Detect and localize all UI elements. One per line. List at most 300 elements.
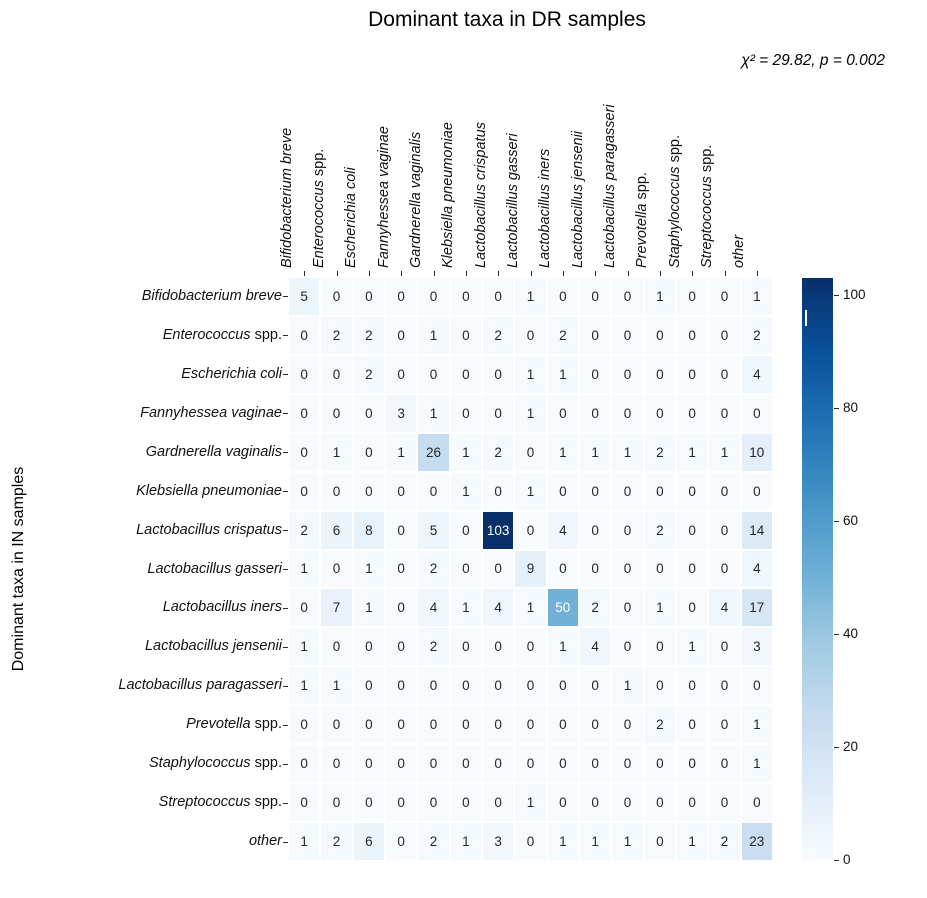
heatmap-cell: 2: [645, 434, 675, 471]
y-tick-label: Gardnerella vaginalis: [145, 443, 282, 460]
heatmap-cell: 0: [321, 278, 351, 315]
heatmap-cell: 0: [612, 706, 642, 743]
heatmap-cell: 0: [548, 745, 578, 782]
heatmap-cell: 0: [709, 628, 739, 665]
heatmap-cell: 0: [386, 356, 416, 393]
heatmap-cell: 0: [354, 434, 384, 471]
y-tick: [283, 842, 288, 843]
heatmap-cell: 0: [742, 473, 772, 510]
heatmap-cell: 0: [612, 356, 642, 393]
heatmap-cell: 1: [515, 395, 545, 432]
heatmap-cell: 0: [515, 667, 545, 704]
heatmap-cell: 3: [742, 628, 772, 665]
chi-square-annotation: χ² = 29.82, p = 0.002: [741, 52, 885, 69]
heatmap-cell: 0: [709, 512, 739, 549]
x-tick-label: Gardnerella vaginalis: [408, 131, 424, 268]
heatmap-cell: 0: [645, 745, 675, 782]
heatmap-cell: 4: [418, 589, 448, 626]
heatmap-cell: 0: [709, 784, 739, 821]
heatmap-cell: 1: [451, 589, 481, 626]
heatmap-cell: 1: [742, 706, 772, 743]
heatmap-cell: 0: [451, 706, 481, 743]
heatmap-cell: 0: [386, 745, 416, 782]
y-tick-label: Lactobacillus gasseri: [147, 560, 282, 577]
heatmap-cell: 0: [386, 473, 416, 510]
heatmap-cell: 1: [645, 278, 675, 315]
heatmap-cell: 0: [483, 706, 513, 743]
heatmap-cell: 0: [548, 473, 578, 510]
heatmap-cell: 0: [709, 395, 739, 432]
heatmap-cell: 0: [386, 317, 416, 354]
heatmap-cell: 1: [677, 434, 707, 471]
y-tick-label: Escherichia coli: [181, 365, 282, 382]
heatmap-cell: 0: [709, 473, 739, 510]
y-tick: [283, 335, 288, 336]
heatmap-cell: 2: [289, 512, 319, 549]
heatmap-cell: 0: [580, 356, 610, 393]
heatmap-cell: 6: [354, 823, 384, 860]
heatmap-cell: 0: [580, 512, 610, 549]
heatmap-cell: 1: [515, 278, 545, 315]
x-tick: [595, 271, 596, 276]
heatmap-cell: 1: [580, 434, 610, 471]
heatmap-cell: 0: [321, 784, 351, 821]
heatmap-cell: 0: [612, 278, 642, 315]
heatmap-cell: 2: [742, 317, 772, 354]
heatmap-cell: 0: [289, 784, 319, 821]
colorbar-tick-label: 60: [843, 513, 859, 528]
heatmap-cell: 0: [612, 784, 642, 821]
y-tick: [283, 608, 288, 609]
heatmap-cell: 3: [386, 395, 416, 432]
chart-title: Dominant taxa in DR samples: [368, 8, 646, 31]
x-tick: [757, 271, 758, 276]
heatmap-cell: 0: [321, 706, 351, 743]
heatmap-cell: 0: [645, 667, 675, 704]
heatmap-cell: 0: [515, 512, 545, 549]
x-tick-label: Lactobacillus gasseri: [505, 133, 521, 268]
x-tick-label: Lactobacillus iners: [537, 148, 554, 268]
heatmap-cell: 1: [451, 473, 481, 510]
heatmap-cell: 4: [709, 589, 739, 626]
heatmap-cell: 0: [289, 395, 319, 432]
heatmap-cell: 0: [580, 395, 610, 432]
heatmap-cell: 103: [483, 512, 513, 549]
y-tick-label: Lactobacillus crispatus: [136, 521, 282, 538]
heatmap-cell: 0: [515, 823, 545, 860]
heatmap-cell: 0: [580, 278, 610, 315]
x-tick-label: Staphylococcus spp.: [666, 135, 683, 268]
x-tick-label: Lactobacillus paragasseri: [602, 104, 618, 268]
heatmap-cell: 0: [645, 473, 675, 510]
colorbar-tick-label: 0: [843, 852, 851, 867]
heatmap-cell: 0: [742, 667, 772, 704]
heatmap-cell: 0: [386, 278, 416, 315]
heatmap-cell: 5: [289, 278, 319, 315]
heatmap-cell: 0: [548, 278, 578, 315]
heatmap-cell: 2: [354, 317, 384, 354]
heatmap-cell: 0: [321, 473, 351, 510]
heatmap-cell: 0: [612, 395, 642, 432]
colorbar-marker: [805, 310, 807, 326]
heatmap-cell: 1: [354, 589, 384, 626]
heatmap-cell: 2: [483, 434, 513, 471]
heatmap-cell: 0: [580, 317, 610, 354]
y-tick: [283, 725, 288, 726]
heatmap-cell: 1: [418, 317, 448, 354]
heatmap-cell: 0: [451, 317, 481, 354]
heatmap-cell: 0: [548, 551, 578, 588]
heatmap-cell: 2: [321, 823, 351, 860]
heatmap-cell: 1: [709, 434, 739, 471]
heatmap-cell: 0: [289, 706, 319, 743]
heatmap-cell: 0: [580, 667, 610, 704]
heatmap-cell: 0: [580, 551, 610, 588]
heatmap-cell: 1: [515, 589, 545, 626]
heatmap-cell: 1: [677, 628, 707, 665]
heatmap-cell: 0: [677, 395, 707, 432]
y-axis-label: Dominant taxa in IN samples: [10, 466, 27, 672]
y-tick: [283, 686, 288, 687]
heatmap-cell: 0: [354, 473, 384, 510]
heatmap-cell: 0: [709, 278, 739, 315]
heatmap-cell: 0: [386, 628, 416, 665]
heatmap-cell: 0: [709, 551, 739, 588]
heatmap-cell: 1: [289, 628, 319, 665]
heatmap-cell: 0: [515, 628, 545, 665]
heatmap-cell: 0: [386, 512, 416, 549]
heatmap-cell: 0: [321, 745, 351, 782]
x-tick-label: Escherichia coli: [343, 167, 360, 268]
heatmap-cell: 1: [580, 823, 610, 860]
heatmap-cell: 0: [515, 706, 545, 743]
heatmap-cell: 0: [418, 706, 448, 743]
heatmap-cell: 0: [645, 823, 675, 860]
y-tick-label: Prevotella spp.: [186, 716, 282, 733]
heatmap-cell: 0: [515, 434, 545, 471]
heatmap-cell: 9: [515, 551, 545, 588]
heatmap-cell: 0: [548, 395, 578, 432]
y-tick-label: Lactobacillus iners: [162, 599, 282, 616]
heatmap-cell: 0: [483, 278, 513, 315]
y-tick: [283, 569, 288, 570]
heatmap-cell: 1: [354, 551, 384, 588]
heatmap-cell: 0: [321, 356, 351, 393]
heatmap-cell: 0: [709, 667, 739, 704]
heatmap-cell: 0: [580, 745, 610, 782]
heatmap-cell: 1: [451, 434, 481, 471]
heatmap-cell: 0: [483, 395, 513, 432]
heatmap-cell: 0: [548, 706, 578, 743]
x-tick-label: Bifidobacterium breve: [278, 127, 295, 268]
heatmap-cell: 1: [742, 278, 772, 315]
heatmap-cell: 0: [483, 628, 513, 665]
x-tick-label: Enterococcus spp.: [311, 148, 327, 268]
x-tick: [369, 271, 370, 276]
heatmap-cell: 0: [612, 317, 642, 354]
y-tick: [283, 764, 288, 765]
heatmap-cell: 5: [418, 512, 448, 549]
colorbar-tick: [834, 860, 839, 861]
heatmap-cell: 0: [451, 356, 481, 393]
heatmap-cell: 0: [612, 551, 642, 588]
x-tick: [531, 271, 532, 276]
heatmap-cell: 2: [354, 356, 384, 393]
heatmap-cell: 7: [321, 589, 351, 626]
x-tick-label: Fannyhessea vaginae: [375, 126, 392, 268]
heatmap-cell: 1: [612, 823, 642, 860]
colorbar-tick-label: 40: [843, 626, 859, 641]
heatmap-cell: 0: [612, 512, 642, 549]
x-tick-label: Lactobacillus jensenii: [569, 130, 586, 268]
heatmap-cell: 17: [742, 589, 772, 626]
heatmap-cell: 0: [645, 395, 675, 432]
y-tick: [283, 530, 288, 531]
heatmap-cell: 0: [354, 706, 384, 743]
heatmap-cell: 0: [580, 706, 610, 743]
heatmap-cell: 1: [321, 434, 351, 471]
heatmap-cell: 0: [451, 278, 481, 315]
heatmap-cell: 0: [418, 473, 448, 510]
x-tick: [466, 271, 467, 276]
heatmap-cell: 0: [645, 356, 675, 393]
heatmap-cell: 1: [289, 551, 319, 588]
heatmap-cell: 1: [548, 434, 578, 471]
colorbar-tick-label: 100: [843, 287, 866, 302]
heatmap-cell: 1: [451, 823, 481, 860]
heatmap-cell: 1: [321, 667, 351, 704]
heatmap-cell: 2: [645, 706, 675, 743]
heatmap-cell: 0: [677, 356, 707, 393]
heatmap-cell: 0: [645, 784, 675, 821]
heatmap-cell: 0: [742, 395, 772, 432]
heatmap-cell: 0: [321, 395, 351, 432]
heatmap-cell: 2: [418, 823, 448, 860]
heatmap-cell: 4: [548, 512, 578, 549]
heatmap-cell: 0: [354, 395, 384, 432]
heatmap-cell: 23: [742, 823, 772, 860]
heatmap-cell: 2: [418, 628, 448, 665]
y-tick-label: Bifidobacterium breve: [141, 287, 282, 304]
heatmap-cell: 0: [709, 706, 739, 743]
y-tick-label: Lactobacillus jensenii: [144, 638, 282, 655]
heatmap-cell: 0: [289, 356, 319, 393]
heatmap-cell: 0: [354, 667, 384, 704]
heatmap-cell: 1: [515, 784, 545, 821]
x-tick: [563, 271, 564, 276]
heatmap-cell: 0: [418, 784, 448, 821]
y-tick: [283, 296, 288, 297]
heatmap-cell: 0: [612, 589, 642, 626]
heatmap-cell: 4: [742, 356, 772, 393]
y-tick-label: Streptococcus spp.: [158, 794, 282, 811]
heatmap-cell: 0: [418, 667, 448, 704]
heatmap-cell: 0: [354, 745, 384, 782]
y-tick: [283, 491, 288, 492]
heatmap-cell: 0: [677, 512, 707, 549]
y-tick-label: Klebsiella pneumoniae: [136, 482, 282, 499]
heatmap-cell: 0: [289, 589, 319, 626]
heatmap-cell: 0: [645, 317, 675, 354]
heatmap-cell: 0: [386, 706, 416, 743]
heatmap-cell: 1: [612, 434, 642, 471]
heatmap-cell: 0: [418, 745, 448, 782]
heatmap-cell: 1: [548, 356, 578, 393]
colorbar-tick: [834, 747, 839, 748]
x-tick: [725, 271, 726, 276]
heatmap-cell: 0: [709, 356, 739, 393]
colorbar-tick: [834, 295, 839, 296]
heatmap-cell: 0: [289, 745, 319, 782]
heatmap-cell: 1: [645, 589, 675, 626]
heatmap-cell: 1: [742, 745, 772, 782]
heatmap-cell: 2: [418, 551, 448, 588]
x-tick: [692, 271, 693, 276]
heatmap-cell: 0: [677, 278, 707, 315]
heatmap-cell: 0: [677, 589, 707, 626]
heatmap-cell: 0: [321, 551, 351, 588]
x-tick: [401, 271, 402, 276]
heatmap-cell: 0: [386, 823, 416, 860]
heatmap-cell: 3: [483, 823, 513, 860]
heatmap-cell: 0: [548, 667, 578, 704]
x-tick: [628, 271, 629, 276]
y-tick: [283, 803, 288, 804]
heatmap-cell: 0: [483, 473, 513, 510]
heatmap-cell: 0: [386, 589, 416, 626]
heatmap-cell: 1: [548, 628, 578, 665]
heatmap-cell: 2: [709, 823, 739, 860]
x-tick-label: Lactobacillus crispatus: [472, 122, 489, 268]
heatmap-cell: 0: [677, 784, 707, 821]
heatmap-cell: 4: [483, 589, 513, 626]
colorbar-tick-label: 80: [843, 400, 859, 415]
heatmap-cell: 1: [612, 667, 642, 704]
y-tick-label: Fannyhessea vaginae: [140, 404, 282, 421]
x-tick-label: Streptococcus spp.: [699, 144, 715, 268]
heatmap-cell: 0: [677, 473, 707, 510]
heatmap-cell: 0: [483, 551, 513, 588]
x-tick-label: Klebsiella pneumoniae: [440, 122, 457, 268]
heatmap-cell: 26: [418, 434, 448, 471]
x-tick: [337, 271, 338, 276]
y-tick-label: Enterococcus spp.: [162, 326, 282, 343]
heatmap-cell: 0: [645, 628, 675, 665]
heatmap-cell: 0: [289, 473, 319, 510]
heatmap-cell: 0: [677, 706, 707, 743]
heatmap-cell: 2: [580, 589, 610, 626]
heatmap-cell: 2: [483, 317, 513, 354]
heatmap-cell: 0: [742, 784, 772, 821]
heatmap-cell: 0: [289, 317, 319, 354]
heatmap-cell: 0: [612, 745, 642, 782]
heatmap-cell: 0: [354, 278, 384, 315]
x-tick: [498, 271, 499, 276]
heatmap-cell: 0: [418, 356, 448, 393]
heatmap-cell: 2: [321, 317, 351, 354]
colorbar-gradient: [802, 278, 833, 860]
heatmap-cell: 0: [451, 784, 481, 821]
heatmap-cell: 0: [386, 784, 416, 821]
heatmap-cell: 8: [354, 512, 384, 549]
heatmap-cell: 0: [451, 667, 481, 704]
x-tick-label: Prevotella spp.: [634, 172, 651, 268]
heatmap-cell: 0: [321, 628, 351, 665]
heatmap-cell: 0: [354, 784, 384, 821]
heatmap-cell: 1: [515, 473, 545, 510]
colorbar-tick: [834, 521, 839, 522]
colorbar-tick-label: 20: [843, 739, 859, 754]
heatmap-cell: 4: [580, 628, 610, 665]
heatmap-cell: 0: [515, 317, 545, 354]
heatmap-cell: 1: [515, 356, 545, 393]
heatmap-cell: 0: [612, 473, 642, 510]
heatmap-cell: 0: [451, 395, 481, 432]
heatmap-cell: 4: [742, 551, 772, 588]
heatmap-cell: 1: [386, 434, 416, 471]
heatmap-cell: 1: [289, 823, 319, 860]
heatmap-cell: 1: [548, 823, 578, 860]
heatmap-cell: 0: [386, 551, 416, 588]
heatmap-cell: 0: [677, 745, 707, 782]
heatmap-cell: 0: [580, 784, 610, 821]
heatmap-cell: 0: [289, 434, 319, 471]
heatmap-cell: 14: [742, 512, 772, 549]
heatmap-cell: 6: [321, 512, 351, 549]
heatmap-cell: 0: [451, 512, 481, 549]
heatmap-cell: 0: [386, 667, 416, 704]
heatmap-cell: 1: [418, 395, 448, 432]
y-tick: [283, 413, 288, 414]
heatmap-cell: 0: [483, 667, 513, 704]
heatmap-cell: 0: [580, 473, 610, 510]
y-tick-label: other: [248, 833, 282, 850]
heatmap-cell: 0: [483, 784, 513, 821]
heatmap-cell: 0: [451, 745, 481, 782]
colorbar-tick: [834, 408, 839, 409]
heatmap-cell: 50: [548, 589, 578, 626]
heatmap-cell: 0: [612, 628, 642, 665]
heatmap-cell: 10: [742, 434, 772, 471]
y-tick: [283, 452, 288, 453]
heatmap-cell: 2: [548, 317, 578, 354]
heatmap-cell: 0: [677, 317, 707, 354]
y-tick: [283, 374, 288, 375]
heatmap-cell: 0: [418, 278, 448, 315]
y-tick-label: Staphylococcus spp.: [149, 755, 282, 772]
heatmap-cell: 0: [645, 551, 675, 588]
x-tick: [304, 271, 305, 276]
heatmap-cell: 0: [548, 784, 578, 821]
colorbar-tick: [834, 634, 839, 635]
heatmap-cell: 0: [677, 551, 707, 588]
x-tick-label: other: [731, 234, 748, 268]
heatmap-cell: 0: [483, 745, 513, 782]
x-tick: [660, 271, 661, 276]
heatmap-cell: 0: [451, 551, 481, 588]
heatmap-cell: 0: [515, 745, 545, 782]
y-tick-label: Lactobacillus paragasseri: [118, 677, 282, 694]
heatmap-cell: 0: [709, 317, 739, 354]
x-tick: [434, 271, 435, 276]
heatmap-cell: 0: [677, 667, 707, 704]
heatmap-cell: 0: [709, 745, 739, 782]
heatmap-cell: 0: [483, 356, 513, 393]
heatmap-cell: 0: [451, 628, 481, 665]
heatmap-cell: 1: [289, 667, 319, 704]
heatmap-cell: 1: [677, 823, 707, 860]
heatmap-cell: 0: [354, 628, 384, 665]
